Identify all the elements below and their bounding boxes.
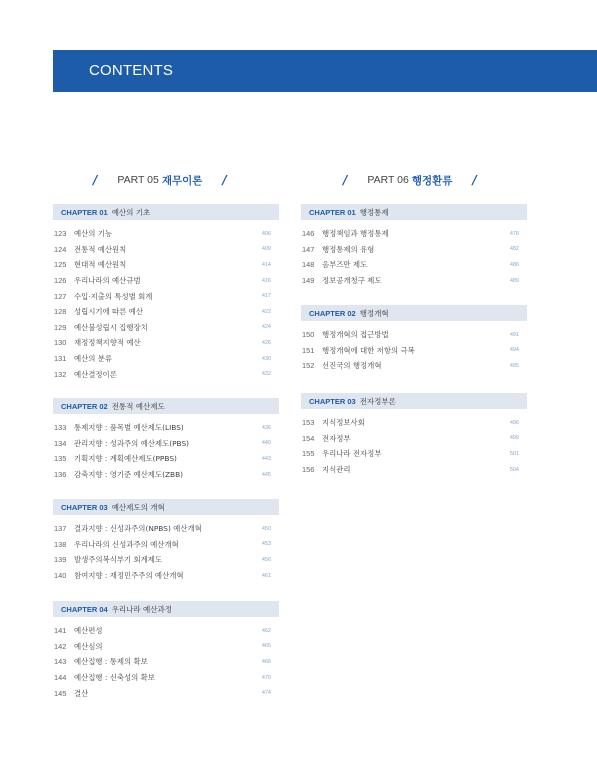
item-title: 예산결정이론 <box>74 369 117 379</box>
chapter-label: CHAPTER 01 <box>309 207 356 217</box>
chapter-block <box>301 204 527 288</box>
toc-item[interactable] <box>53 467 279 483</box>
item-title: 지식관리 <box>322 465 351 475</box>
item-page: 491 <box>509 331 519 338</box>
item-title: 행정책임과 행정통제 <box>322 229 389 239</box>
part-number: PART 06 <box>367 174 409 186</box>
item-number: 137 <box>54 524 67 534</box>
item-number: 139 <box>54 555 67 565</box>
item-page: 478 <box>509 230 519 237</box>
toc-item[interactable] <box>53 320 279 336</box>
part-name: 행정환류 <box>411 174 453 187</box>
toc-item[interactable] <box>301 257 527 273</box>
item-number: 149 <box>302 276 315 286</box>
item-page: 440 <box>261 440 271 447</box>
toc-item[interactable] <box>53 654 279 670</box>
toc-item[interactable] <box>53 521 279 537</box>
item-number: 133 <box>54 423 67 433</box>
item-page: 422 <box>261 308 271 315</box>
item-number: 144 <box>54 673 67 683</box>
item-page: 461 <box>261 572 271 579</box>
toc-item[interactable] <box>53 351 279 367</box>
item-number: 151 <box>302 345 315 355</box>
toc-item[interactable] <box>53 366 279 382</box>
item-page: 424 <box>261 324 271 331</box>
toc-item[interactable] <box>301 446 527 462</box>
item-title: 행정개혁의 접근방법 <box>322 330 389 340</box>
chapter-label: CHAPTER 03 <box>61 502 108 512</box>
item-number: 125 <box>54 260 67 270</box>
item-title: 지식정보사회 <box>322 418 365 428</box>
item-page: 495 <box>509 362 519 369</box>
toc-item[interactable] <box>53 552 279 568</box>
item-number: 134 <box>54 438 67 448</box>
item-title: 결산 <box>74 688 89 698</box>
item-title: 우리나라의 신성과주의 예산개혁 <box>74 539 179 549</box>
item-page: 445 <box>261 471 271 478</box>
item-title: 예산의 기능 <box>74 229 113 239</box>
chapter-block <box>53 204 279 382</box>
chapter-title: 우리나라 예산과정 <box>111 604 173 614</box>
part-name: 재무이론 <box>161 174 203 187</box>
chapter-header <box>53 204 279 220</box>
toc-item[interactable] <box>53 304 279 320</box>
part-number: PART 05 <box>117 174 159 186</box>
item-page: 426 <box>261 339 271 346</box>
chapter-label: CHAPTER 01 <box>61 207 108 217</box>
item-number: 124 <box>54 244 67 254</box>
item-title: 성립시기에 따른 예산 <box>74 307 143 317</box>
toc-item[interactable] <box>301 226 527 242</box>
item-page: 474 <box>261 690 271 697</box>
chapter-header <box>53 499 279 515</box>
item-page: 496 <box>509 419 519 426</box>
item-title: 예산의 분류 <box>74 354 113 364</box>
item-number: 138 <box>54 539 67 549</box>
item-title: 관리지향 : 성과주의 예산제도(PBS) <box>74 438 190 448</box>
item-title: 선진국의 행정개혁 <box>322 361 382 371</box>
item-page: 489 <box>509 277 519 284</box>
toc-item[interactable] <box>53 257 279 273</box>
item-title: 예산심의 <box>74 641 103 651</box>
chapter-block <box>301 393 527 477</box>
item-number: 152 <box>302 361 315 371</box>
item-title: 참여지향 : 재정민주주의 예산개혁 <box>74 571 184 581</box>
item-number: 130 <box>54 338 67 348</box>
item-number: 128 <box>54 307 67 317</box>
item-title: 감축지향 : 영기준 예산제도(ZBB) <box>74 470 184 480</box>
item-title: 수입·지출의 특성별 회계 <box>74 291 153 301</box>
item-number: 136 <box>54 470 67 480</box>
chapter-header <box>301 393 527 409</box>
item-title: 결과지향 : 신성과주의(NPBS) 예산개혁 <box>74 524 202 534</box>
item-title: 기획지향 : 계획예산제도(PPBS) <box>74 454 177 464</box>
toc-item[interactable] <box>301 273 527 289</box>
item-title: 예산편성 <box>74 626 103 636</box>
chapter-label: CHAPTER 02 <box>309 308 356 318</box>
chapter-title: 예산제도의 개혁 <box>111 502 165 512</box>
toc-item[interactable] <box>53 420 279 436</box>
chapter-header <box>53 601 279 617</box>
item-number: 155 <box>302 449 315 459</box>
toc-item[interactable] <box>53 537 279 553</box>
chapter-label: CHAPTER 02 <box>61 401 108 411</box>
item-page: 486 <box>509 261 519 268</box>
item-number: 135 <box>54 454 67 464</box>
item-title: 발생주의복식부기 회계제도 <box>74 555 163 565</box>
page-title: CONTENTS <box>89 62 174 79</box>
toc-item[interactable] <box>301 415 527 431</box>
item-page: 501 <box>509 450 519 457</box>
toc-item[interactable] <box>53 242 279 258</box>
item-number: 146 <box>302 229 315 239</box>
item-page: 417 <box>261 293 271 300</box>
contents-banner <box>53 50 597 92</box>
item-number: 129 <box>54 322 67 332</box>
item-page: 414 <box>261 261 271 268</box>
item-title: 예산집행 : 통제의 확보 <box>74 657 148 667</box>
item-page: 443 <box>261 455 271 462</box>
chapter-block <box>53 601 279 701</box>
part-heading-06 <box>343 172 477 188</box>
item-title: 행정통제의 유형 <box>322 244 375 254</box>
item-page: 494 <box>509 347 519 354</box>
item-number: 148 <box>302 260 315 270</box>
chapter-title: 전통적 예산제도 <box>111 401 165 411</box>
toc-item[interactable] <box>301 242 527 258</box>
toc-item[interactable] <box>53 436 279 452</box>
item-title: 재정정책지향적 예산 <box>74 338 141 348</box>
item-page: 432 <box>261 371 271 378</box>
part-heading-05 <box>93 172 227 188</box>
item-number: 140 <box>54 571 67 581</box>
toc-item[interactable] <box>53 670 279 686</box>
toc-item[interactable] <box>53 288 279 304</box>
item-title: 전자정부 <box>322 433 351 443</box>
toc-item[interactable] <box>53 335 279 351</box>
toc-item[interactable] <box>301 327 527 343</box>
item-page: 436 <box>261 424 271 431</box>
item-page: 453 <box>261 541 271 548</box>
toc-item[interactable] <box>53 568 279 584</box>
slash-icon: / <box>472 173 477 187</box>
toc-item[interactable] <box>301 431 527 447</box>
item-number: 153 <box>302 418 315 428</box>
item-title: 우리나라 전자정부 <box>322 449 382 459</box>
item-page: 499 <box>509 435 519 442</box>
item-title: 행정개혁에 대한 저항의 극복 <box>322 345 415 355</box>
item-page: 470 <box>261 674 271 681</box>
toc-item[interactable] <box>53 451 279 467</box>
item-number: 142 <box>54 641 67 651</box>
item-number: 145 <box>54 688 67 698</box>
chapter-block <box>301 305 527 374</box>
item-page: 456 <box>261 556 271 563</box>
item-number: 156 <box>302 465 315 475</box>
item-number: 132 <box>54 369 67 379</box>
item-title: 예산집행 : 신축성의 확보 <box>74 673 155 683</box>
item-title: 전통적 예산원칙 <box>74 244 127 254</box>
item-number: 123 <box>54 229 67 239</box>
item-number: 126 <box>54 276 67 286</box>
toc-item[interactable] <box>301 462 527 478</box>
item-page: 416 <box>261 277 271 284</box>
item-page: 409 <box>261 246 271 253</box>
chapter-title: 예산의 기초 <box>111 207 151 217</box>
slash-icon: / <box>343 173 348 187</box>
item-title: 정보공개청구 제도 <box>322 276 382 286</box>
item-page: 465 <box>261 643 271 650</box>
item-page: 450 <box>261 525 271 532</box>
item-title: 예산불성립시 집행장치 <box>74 322 148 332</box>
item-page: 462 <box>261 627 271 634</box>
chapter-label: CHAPTER 04 <box>61 604 108 614</box>
chapter-title: 행정개혁 <box>359 308 389 318</box>
item-title: 옴부즈만 제도 <box>322 260 368 270</box>
item-title: 우리나라의 예산규범 <box>74 276 141 286</box>
chapter-title: 행정통제 <box>359 207 389 217</box>
item-number: 131 <box>54 354 67 364</box>
chapter-header <box>301 305 527 321</box>
item-page: 406 <box>261 230 271 237</box>
toc-item[interactable] <box>301 343 527 359</box>
item-title: 현대적 예산원칙 <box>74 260 127 270</box>
item-number: 127 <box>54 291 67 301</box>
toc-item[interactable] <box>53 639 279 655</box>
toc-item[interactable] <box>53 226 279 242</box>
item-title: 통제지향 : 품목별 예산제도(LIBS) <box>74 423 184 433</box>
slash-icon: / <box>93 173 98 187</box>
chapter-label: CHAPTER 03 <box>309 396 356 406</box>
item-number: 150 <box>302 330 315 340</box>
toc-item[interactable] <box>53 273 279 289</box>
item-number: 143 <box>54 657 67 667</box>
item-number: 154 <box>302 433 315 443</box>
item-number: 147 <box>302 244 315 254</box>
chapter-block <box>53 398 279 482</box>
item-page: 430 <box>261 355 271 362</box>
chapter-header <box>301 204 527 220</box>
chapter-title: 전자정부론 <box>359 396 396 406</box>
chapter-block <box>53 499 279 583</box>
slash-icon: / <box>222 173 227 187</box>
item-page: 482 <box>509 246 519 253</box>
item-page: 468 <box>261 658 271 665</box>
chapter-header <box>53 398 279 414</box>
item-number: 141 <box>54 626 67 636</box>
toc-item[interactable] <box>301 358 527 374</box>
toc-item[interactable] <box>53 685 279 701</box>
toc-item[interactable] <box>53 623 279 639</box>
item-page: 504 <box>509 466 519 473</box>
